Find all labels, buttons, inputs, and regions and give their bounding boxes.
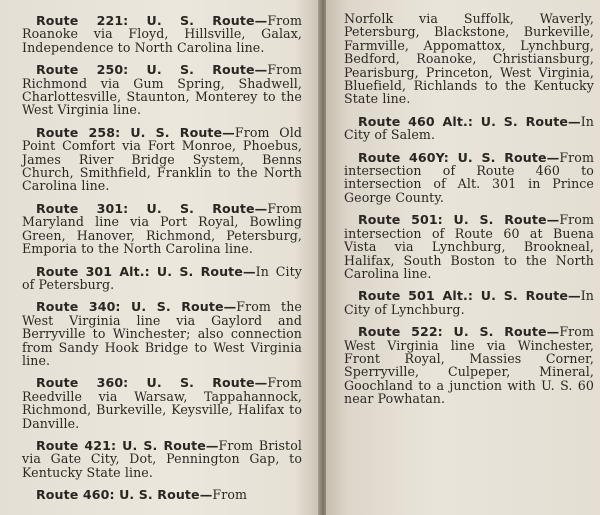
route-name: Route 340: U. S. Route [36, 299, 224, 315]
route-entry-301: Route 301: U. S. Route—From Maryland line via Port Royal, Bowling Green, Hanover, Richmond, Petersburg, Emporia to the North Carolina line. [22, 200, 302, 257]
route-description: From the West Virginia line via Gaylord and Berryville to Winchester; also connection from Sandy Hook Bridge to West Virginia line. [22, 299, 302, 368]
route-name: Route 250: U. S. Route [36, 62, 255, 78]
route-name: Route 501: U. S. Route [358, 212, 547, 228]
route-description: From intersection of Route 460 to intersection of Alt. 301 in Prince George County. [344, 149, 594, 205]
route-entry-340: Route 340: U. S. Route—From the West Virginia line via Gaylord and Berryville to Winchester; also connection from Sandy Hook Bridge to West Virginia line. [22, 299, 302, 368]
route-entry-360: Route 360: U. S. Route—From Reedville via Warsaw, Tappahannock, Richmond, Burkeville, Keysville, Halifax to Danville. [22, 375, 302, 431]
route-entry-250: Route 250: U. S. Route—From Richmond via Gum Spring, Shadwell, Charlottesville, Staunton, Monterey to the West Virginia line. [22, 62, 302, 118]
route-name: Route 501 Alt.: U. S. Route [358, 288, 568, 304]
route-description: From [212, 487, 248, 503]
route-entry-501: Route 501: U. S. Route—From intersection of Route 60 at Buena Vista via Lynchburg, Brookneal, Halifax, South Boston to the North Carolina line. [344, 212, 594, 281]
route-entry-522: Route 522: U. S. Route—From West Virginia line via Winchester, Front Royal, Massies Corner, Sperryville, Culpeper, Mineral, Goochland to a junction with U. S. 60 near Powhatan. [344, 324, 594, 407]
route-name: Route 360: U. S. Route [36, 375, 255, 391]
route-name: Route 301: U. S. Route [36, 200, 255, 216]
route-name: Route 522: U. S. Route [358, 324, 547, 340]
route-entry-460: Route 460: U. S. Route—From [36, 487, 248, 503]
route-entry-221: Route 221: U. S. Route—From Roanoke via Floyd, Hillsville, Galax, Independence to North Carolina line. [22, 13, 302, 55]
route-description: From Bristol via Gate City, Dot, Pennington Gap, to Kentucky State line. [22, 437, 303, 480]
route-name: Route 460: U. S. Route [36, 487, 200, 503]
route-entry-421: Route 421: U. S. Route—From Bristol via Gate City, Dot, Pennington Gap, to Kentucky State line. [22, 437, 303, 480]
route-name: Route 460 Alt.: U. S. Route [358, 113, 568, 129]
route-name: Route 301 Alt.: U. S. Route [36, 263, 243, 279]
route-name: Route 258: U. S. Route [36, 124, 223, 140]
route-name: Route 460Y: U. S. Route [358, 149, 547, 165]
route-name: Route 221: U. S. Route [36, 13, 255, 28]
route-460-continuation: Norfolk via Suffolk, Waverly, Petersburg, Blackstone, Burkeville, Farmville, Appomattox, Lynchburg, Bedford, Roanoke, Christiansburg, Pearisburg, Princeton, West Virginia, Bluefield, Richlands to the Kentucky State line. [344, 11, 594, 107]
route-description: From Richmond via Gum Spring, Shadwell, Charlottesville, Staunton, Monterey to the West Virginia line. [22, 62, 302, 118]
route-description: In City of Petersburg. [22, 263, 302, 292]
route-description: From Reedville via Warsaw, Tappahannock, Richmond, Burkeville, Keysville, Halifax to Danville. [22, 375, 302, 431]
route-entry-460y: Route 460Y: U. S. Route—From intersection of Route 460 to intersection of Alt. 301 in Prince George County. [344, 149, 594, 205]
route-description: From Maryland line via Port Royal, Bowling Green, Hanover, Richmond, Petersburg, Emporia to the North Carolina line. [22, 200, 302, 257]
route-entry-460-alt: Route 460 Alt.: U. S. Route—In City of Salem. [344, 113, 594, 143]
right-page [326, 0, 600, 515]
route-entry-258: Route 258: U. S. Route—From Old Point Comfort via Fort Monroe, Phoebus, James River Bridge System, Benns Church, Smithfield, Franklin to the North Carolina line. [22, 124, 302, 194]
route-description: From intersection of Route 60 at Buena Vista via Lynchburg, Brookneal, Halifax, South Boston to the North Carolina line. [344, 212, 594, 281]
route-entry-501-alt: Route 501 Alt.: U. S. Route—In City of Lynchburg. [344, 288, 594, 317]
route-description: In City of Lynchburg. [344, 288, 594, 317]
route-name: Route 421: U. S. Route [36, 437, 206, 453]
route-description: In City of Salem. [344, 113, 594, 143]
route-description: From Roanoke via Floyd, Hillsville, Galax, Independence to North Carolina line. [22, 13, 302, 55]
route-description: From West Virginia line via Winchester, Front Royal, Massies Corner, Sperryville, Culpeper, Mineral, Goochland to a junction with U. S. 60 near Powhatan. [344, 324, 594, 407]
route-entry-301-alt: Route 301 Alt.: U. S. Route—In City of Petersburg. [22, 263, 302, 292]
route-description: From Old Point Comfort via Fort Monroe, Phoebus, James River Bridge System, Benns Church, Smithfield, Franklin to the North Carolina line. [22, 124, 302, 194]
